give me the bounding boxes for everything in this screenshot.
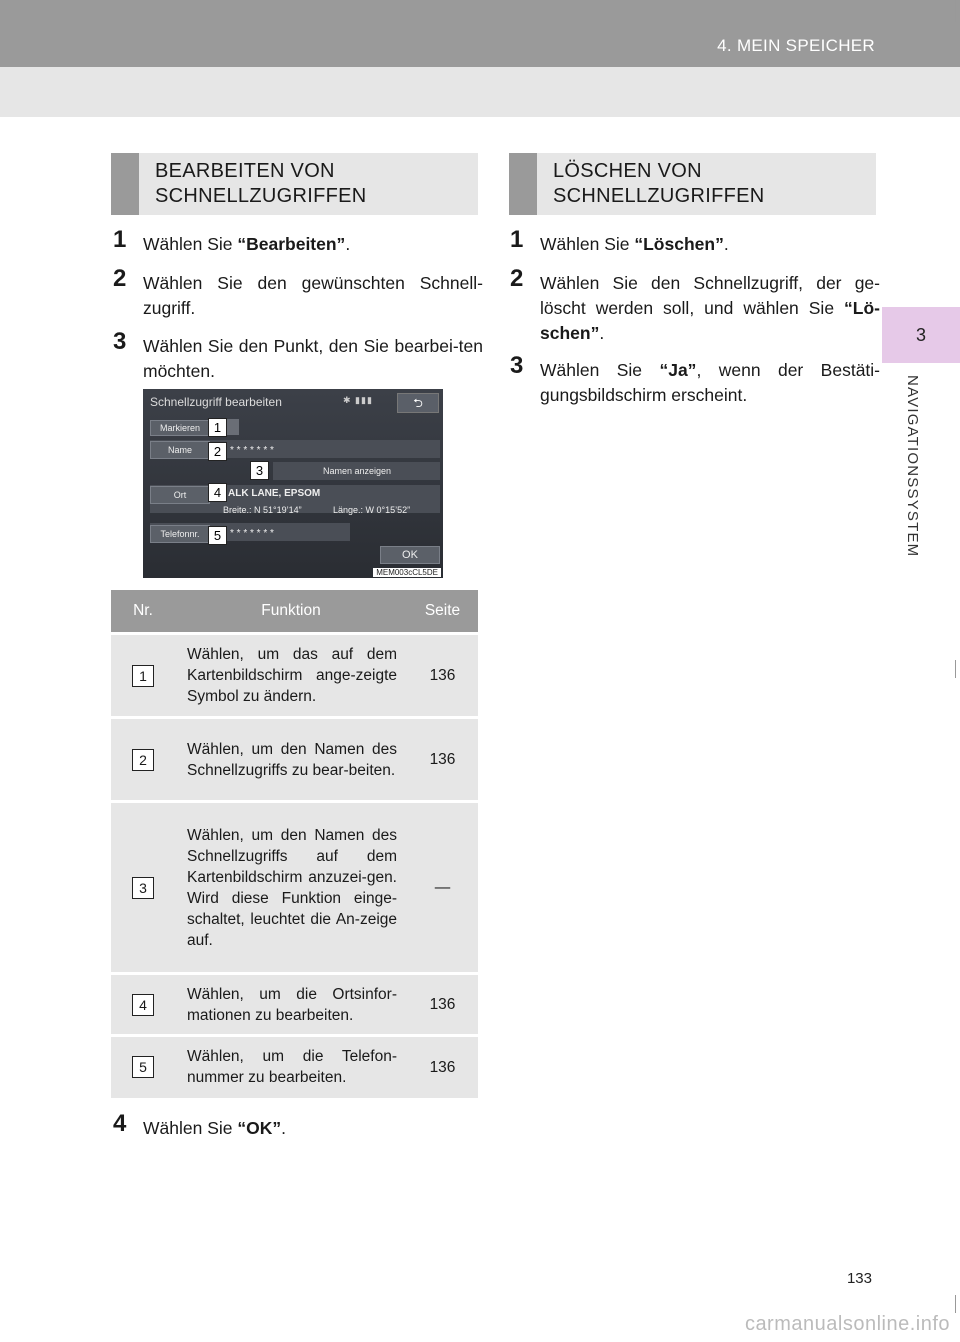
step-number: 3 — [113, 328, 127, 355]
callout-3: 3 — [250, 461, 269, 480]
chapter-number-tab[interactable]: 3 — [882, 307, 960, 363]
cell-seite: 136 — [407, 634, 478, 718]
callout-2: 2 — [208, 442, 227, 461]
step-text: Wählen Sie den gewünschten Schnell-zugriff. — [143, 273, 483, 318]
step-number: 4 — [113, 1110, 127, 1137]
name-button[interactable]: Name — [150, 441, 210, 459]
step-text-bold: “OK” — [237, 1118, 282, 1138]
header-bar — [0, 0, 960, 67]
function-table — [111, 590, 478, 1098]
step-text-post: , wenn der Bestäti-gungsbildschirm erscheint. — [540, 360, 881, 405]
step-text-bold: “Bearbeiten” — [237, 234, 346, 254]
heading-line: SCHNELLZUGRIFFEN — [155, 185, 367, 207]
row-number-box: 3 — [132, 877, 154, 899]
ort-value: ALK LANE, EPSOM — [228, 488, 321, 499]
side-tab-label-wrap — [904, 375, 934, 615]
cell-nr — [111, 634, 175, 718]
cell-funktion: Wählen, um die Telefon-nummer zu bearbeiten. — [175, 1036, 407, 1098]
heading-accent — [111, 153, 139, 215]
cell-seite: 136 — [407, 974, 478, 1036]
name-value: * * * * * * * — [230, 445, 274, 456]
heading-line: LÖSCHEN VON — [553, 160, 702, 182]
cell-seite: 136 — [407, 718, 478, 802]
side-tab-label: NAVIGATIONSSYSTEM — [904, 375, 921, 558]
callout-4: 4 — [208, 483, 227, 502]
step-text-post: . — [345, 234, 351, 254]
heading-text — [553, 159, 765, 209]
back-button[interactable]: ⮌ — [397, 393, 439, 413]
status-icons: ✱ ▮▮▮ — [343, 395, 373, 405]
heading-text — [155, 159, 367, 209]
step-number: 3 — [510, 352, 524, 379]
table-row — [111, 634, 478, 718]
cell-nr — [111, 1036, 175, 1098]
cell-funktion: Wählen, um den Namen des Schnellzugriffs zu bear-beiten. — [175, 718, 407, 802]
heading-line: SCHNELLZUGRIFFEN — [553, 185, 765, 207]
ort-button[interactable]: Ort — [150, 486, 210, 504]
step-text-bold: “Lö-schen” — [540, 298, 880, 343]
col-header-nr: Nr. — [111, 590, 175, 634]
page-number: 133 — [846, 1270, 872, 1287]
step-text-post: . — [723, 234, 729, 254]
step-text-pre: Wählen Sie — [143, 234, 238, 254]
cell-nr — [111, 974, 175, 1036]
step-text: Wählen Sie den Punkt, den Sie bearbei-ten möchten. — [143, 336, 483, 381]
step-text-bold: “Ja” — [659, 360, 697, 380]
step-text-post: . — [599, 323, 605, 343]
table-row — [111, 718, 478, 802]
heading-line: BEARBEITEN VON — [155, 160, 335, 182]
row-number-box: 4 — [132, 994, 154, 1016]
row-number-box: 1 — [132, 665, 154, 687]
step-number: 1 — [510, 226, 524, 253]
cell-funktion: Wählen, um das auf dem Kartenbildschirm ange-zeigte Symbol zu ändern. — [175, 634, 407, 718]
col-header-funktion: Funktion — [175, 590, 407, 634]
ok-button[interactable]: OK — [380, 546, 440, 564]
crop-mark — [955, 660, 956, 678]
cell-seite: 136 — [407, 1036, 478, 1098]
step-text — [143, 232, 483, 257]
step-text-pre: Wählen Sie den Schnellzugriff, der ge-löscht werden soll, und wählen Sie — [540, 273, 880, 318]
step-text — [143, 1116, 483, 1141]
step-number: 2 — [113, 265, 127, 292]
step-text — [540, 271, 880, 346]
col-header-seite: Seite — [407, 590, 478, 634]
step-number: 2 — [510, 265, 524, 292]
callout-1: 1 — [208, 418, 227, 437]
cell-nr — [111, 718, 175, 802]
cell-nr — [111, 802, 175, 974]
image-code: MEM003cCL5DE — [373, 568, 441, 577]
telefon-value: * * * * * * * — [230, 528, 274, 539]
watermark: carmanualsonline.info — [744, 1313, 950, 1335]
cell-funktion: Wählen, um den Namen des Schnellzugriffs auf dem Kartenbildschirm anzuzei-gen. Wird diese Funktion einge-schaltet, leuchtet die An-zeige auf. — [175, 802, 407, 974]
table-row — [111, 802, 478, 974]
header-subbar — [0, 67, 960, 117]
side-tab — [882, 117, 960, 1297]
telefon-button[interactable]: Telefonnr. — [150, 525, 210, 543]
device-screenshot — [143, 389, 443, 578]
step-text — [540, 232, 880, 257]
step-text-bold: “Löschen” — [634, 234, 724, 254]
longitude-value: Länge.: W 0°15’52” — [333, 505, 411, 515]
cell-seite: — — [407, 802, 478, 974]
step-text-pre: Wählen Sie — [540, 234, 635, 254]
step-text-post: . — [281, 1118, 286, 1138]
step-number: 1 — [113, 226, 127, 253]
step-text-pre: Wählen Sie — [143, 1118, 238, 1138]
heading-accent — [509, 153, 537, 215]
namen-anzeigen-label: Namen anzeigen — [323, 466, 392, 476]
table-row — [111, 1036, 478, 1098]
crop-mark — [955, 1295, 956, 1313]
cell-funktion: Wählen, um die Ortsinfor-mationen zu bearbeiten. — [175, 974, 407, 1036]
latitude-value: Breite.: N 51°19’14” — [223, 505, 302, 515]
crop-mark — [955, 0, 956, 22]
markieren-button[interactable]: Markieren — [150, 420, 210, 436]
section-heading-edit — [111, 153, 478, 215]
screen-title: Schnellzugriff bearbeiten — [150, 395, 282, 409]
chapter-title: 4. MEIN SPEICHER — [717, 36, 875, 55]
section-heading-delete — [509, 153, 876, 215]
step-text — [540, 358, 880, 408]
table-header-row — [111, 590, 478, 634]
table-row — [111, 974, 478, 1036]
row-number-box: 5 — [132, 1056, 154, 1078]
step-text-pre: Wählen Sie — [540, 360, 660, 380]
row-number-box: 2 — [132, 749, 154, 771]
callout-5: 5 — [208, 526, 227, 545]
